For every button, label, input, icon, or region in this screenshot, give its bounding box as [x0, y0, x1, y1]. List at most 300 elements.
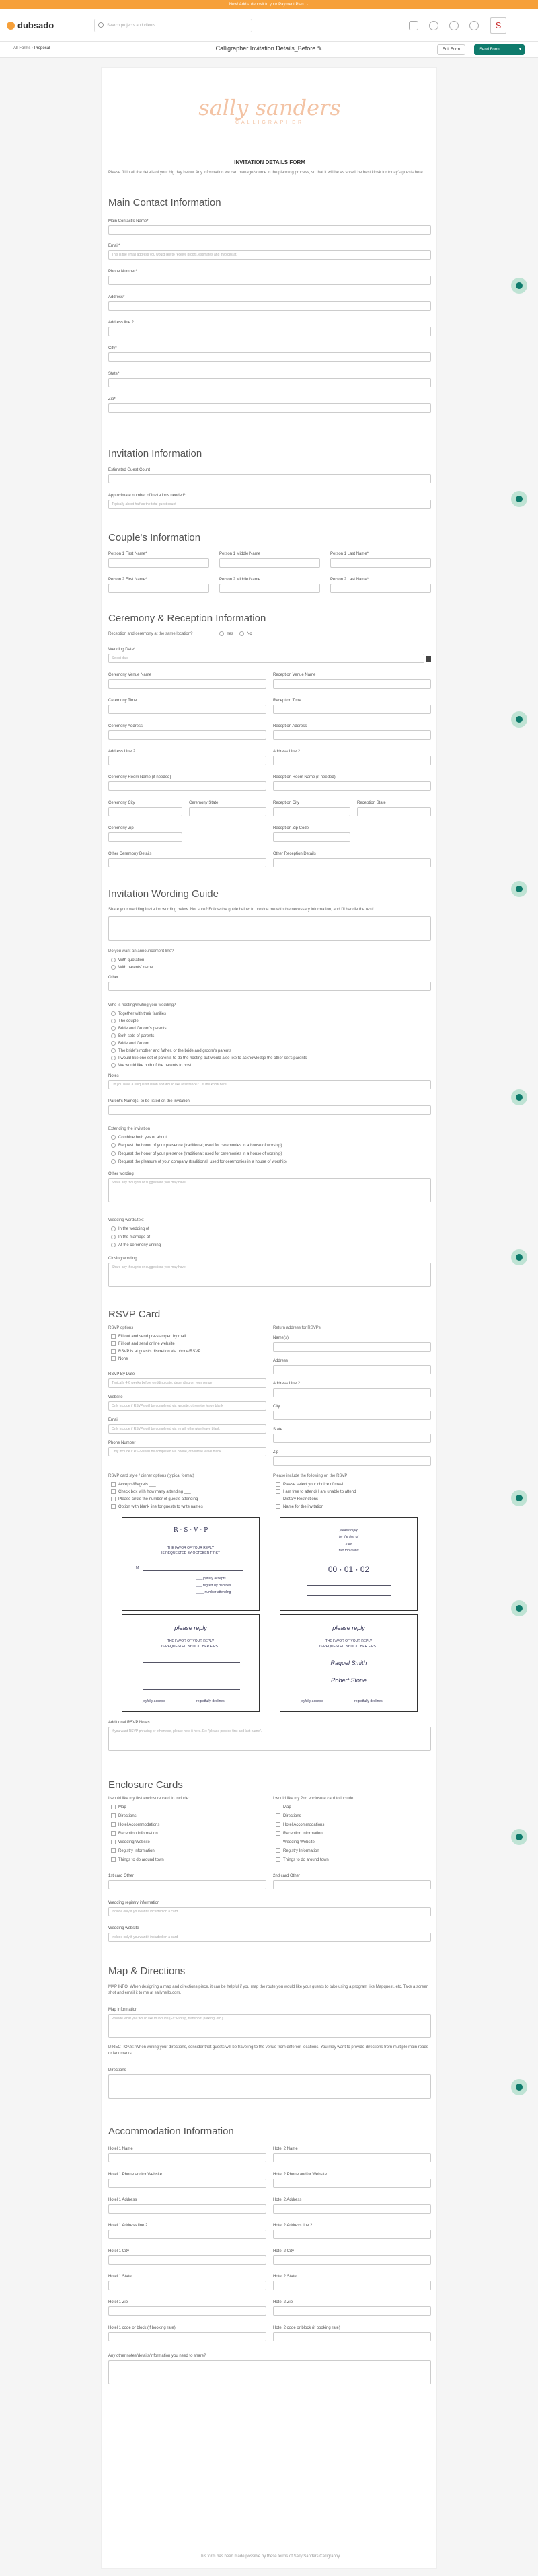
card-line: ___ joyfully accepts	[196, 1577, 226, 1581]
text-input[interactable]	[108, 2179, 266, 2188]
text-input[interactable]: Only include if RSVPs will be completed via email, otherwise leave blank	[108, 1424, 266, 1434]
text-input[interactable]	[108, 807, 182, 816]
hotel1-zip-field[interactable]	[108, 2300, 266, 2316]
same-location-yes[interactable]	[219, 631, 233, 636]
text-input[interactable]	[189, 807, 266, 816]
radio-icon[interactable]	[111, 1026, 116, 1031]
option-item[interactable]	[276, 1805, 291, 1809]
other-wording-field[interactable]	[108, 1172, 431, 1202]
option-item[interactable]	[111, 1026, 167, 1031]
zip-field[interactable]	[108, 397, 431, 413]
dubsado-logo[interactable]	[7, 20, 54, 30]
option-item[interactable]	[276, 1489, 356, 1494]
reception-city-field[interactable]	[273, 801, 350, 816]
option-label: The bride's mother and father, or the bride and groom's parents	[118, 1048, 232, 1053]
textarea-input[interactable]: If you want RSVP phrasing or otherwise, please note it here. Ex: "please provide first and last name".	[108, 1727, 431, 1751]
return-address2-field[interactable]	[273, 1382, 431, 1397]
checkbox-icon[interactable]	[276, 1857, 280, 1862]
text-input[interactable]	[273, 705, 431, 714]
checkbox-icon[interactable]	[111, 1349, 116, 1354]
option-item[interactable]	[111, 1011, 166, 1016]
phone-field[interactable]	[108, 270, 431, 285]
add-comment-button[interactable]	[511, 1829, 527, 1845]
logo-text: dubsado	[17, 20, 54, 30]
person2-last-field[interactable]	[330, 578, 431, 593]
field-label: Website	[108, 1395, 123, 1399]
rsvp-website-field[interactable]	[108, 1395, 266, 1411]
text-input[interactable]	[108, 2230, 266, 2239]
option-item[interactable]	[111, 1235, 150, 1239]
text-input[interactable]	[273, 2306, 431, 2316]
hotel2-state-field[interactable]	[273, 2275, 431, 2290]
ceremony-room-field[interactable]	[108, 775, 266, 791]
option-item[interactable]	[111, 1831, 158, 1836]
email-input[interactable]: This is the email address you would like to receive proofs, estimates and invoices at.	[108, 250, 431, 260]
text-input[interactable]	[273, 2255, 431, 2265]
field-label: Hotel 2 Name	[273, 2147, 298, 2151]
checkbox-icon[interactable]	[111, 1482, 116, 1487]
option-item[interactable]	[111, 1504, 203, 1509]
return-city-field[interactable]	[273, 1405, 431, 1420]
field-label: Parent's Name(s) to be listed on the invitation	[108, 1099, 190, 1103]
text-input[interactable]	[273, 2153, 431, 2162]
field-label: 1st card Other	[108, 1874, 134, 1878]
top-navigation	[0, 9, 538, 42]
checkbox-icon[interactable]	[276, 1504, 280, 1509]
radio-icon[interactable]	[111, 1151, 116, 1156]
checkbox-icon[interactable]	[276, 1848, 280, 1853]
hotel2-block-field[interactable]	[273, 2326, 431, 2341]
closing-wording-field[interactable]	[108, 1257, 431, 1287]
option-item[interactable]	[111, 1489, 191, 1494]
city-field[interactable]	[108, 346, 431, 362]
rsvp-sample-card-2	[280, 1517, 418, 1611]
field-label: Person 1 Middle Name	[219, 552, 261, 556]
text-input[interactable]	[273, 2204, 431, 2214]
notes-field[interactable]	[108, 1074, 431, 1089]
text-input[interactable]	[330, 558, 431, 568]
radio-icon[interactable]	[111, 958, 116, 962]
text-input[interactable]	[273, 2281, 431, 2290]
radio-icon[interactable]	[111, 1143, 116, 1148]
text-input[interactable]	[108, 378, 431, 387]
text-input[interactable]	[219, 558, 320, 568]
field-label: State*	[108, 372, 120, 376]
hotel1-city-field[interactable]	[108, 2249, 266, 2265]
reception-venue-field[interactable]	[273, 673, 431, 689]
return-name-field[interactable]	[273, 1336, 431, 1352]
text-input[interactable]	[108, 832, 182, 842]
text-input[interactable]	[108, 584, 209, 593]
field-label: Phone Number	[108, 1441, 136, 1445]
same-location-no[interactable]	[239, 631, 252, 636]
field-label: Wedding registry information	[108, 1901, 160, 1905]
text-input[interactable]	[273, 2179, 431, 2188]
announcement-other-field[interactable]	[108, 976, 431, 991]
text-input[interactable]	[108, 730, 266, 740]
bell-icon[interactable]	[429, 21, 438, 30]
option-item[interactable]	[276, 1482, 343, 1487]
add-comment-button[interactable]	[511, 711, 527, 728]
parent-names-field[interactable]	[108, 1099, 431, 1115]
reception-address2-field[interactable]	[273, 750, 431, 765]
text-input[interactable]	[273, 756, 431, 765]
checkbox-icon[interactable]	[276, 1840, 280, 1844]
hotel2-phone-field[interactable]	[273, 2173, 431, 2188]
announcement-banner[interactable]: New! Add a deposit to your Payment Plan →	[0, 0, 538, 9]
add-comment-button[interactable]	[511, 881, 527, 897]
radio-icon[interactable]	[111, 1011, 116, 1016]
option-item[interactable]	[111, 1857, 164, 1862]
rsvp-sample-card-1	[122, 1517, 260, 1611]
checkbox-icon[interactable]	[276, 1813, 280, 1818]
option-item[interactable]	[111, 1341, 175, 1346]
hotel1-address-field[interactable]	[108, 2198, 266, 2214]
option-label: Fill out and send online website	[118, 1341, 175, 1346]
text-input[interactable]	[108, 2153, 266, 2162]
textarea-input[interactable]: Share any thoughts or suggestions you may have.	[108, 1178, 431, 1202]
card-line: regretfully declines	[196, 1699, 225, 1703]
enclosure1-other-field[interactable]	[108, 1874, 266, 1889]
text-input[interactable]	[273, 1411, 431, 1420]
text-input[interactable]	[273, 679, 431, 689]
checkbox-icon[interactable]	[111, 1356, 116, 1361]
option-item[interactable]	[111, 1226, 149, 1231]
option-item[interactable]	[111, 1151, 282, 1156]
enclosure2-other-field[interactable]	[273, 1874, 431, 1889]
person1-middle-field[interactable]	[219, 552, 320, 568]
card-line: joyfully accepts	[301, 1699, 323, 1703]
state-field[interactable]	[108, 372, 431, 387]
field-label: Reception Address	[273, 724, 307, 728]
radio-icon[interactable]	[111, 1135, 116, 1140]
checkbox-icon[interactable]	[111, 1489, 116, 1494]
date-input[interactable]: Select date	[108, 654, 424, 663]
search-input[interactable]: Search projects and clients	[94, 19, 252, 32]
ceremony-state-field[interactable]	[189, 801, 266, 816]
checkbox-icon[interactable]	[276, 1482, 280, 1487]
text-input[interactable]	[108, 756, 266, 765]
add-comment-button[interactable]	[511, 2079, 527, 2095]
option-item[interactable]	[111, 1159, 287, 1164]
text-input[interactable]	[108, 474, 431, 483]
announcement-option[interactable]	[111, 965, 153, 970]
text-input[interactable]	[108, 781, 266, 791]
option-item[interactable]	[111, 1356, 128, 1361]
return-state-field[interactable]	[273, 1428, 431, 1443]
rsvp-by-field[interactable]	[108, 1372, 266, 1388]
field-label: Address	[273, 1359, 289, 1363]
option-item[interactable]	[276, 1822, 324, 1827]
option-item[interactable]	[111, 1848, 155, 1853]
text-input[interactable]	[273, 1388, 431, 1397]
text-input[interactable]	[273, 730, 431, 740]
option-item[interactable]	[111, 1243, 161, 1247]
option-item[interactable]	[111, 1056, 307, 1060]
radio-icon[interactable]	[111, 1048, 116, 1053]
ceremony-address2-field[interactable]	[108, 750, 266, 765]
text-input[interactable]	[108, 1105, 431, 1115]
option-item[interactable]	[111, 1334, 186, 1339]
checkbox-icon[interactable]	[111, 1831, 116, 1836]
email-field[interactable]	[108, 244, 431, 260]
other-notes-field[interactable]	[108, 2354, 431, 2384]
hotel2-zip-field[interactable]	[273, 2300, 431, 2316]
registry-info-field[interactable]	[108, 1901, 431, 1916]
text-input[interactable]	[273, 832, 350, 842]
text-input[interactable]	[108, 403, 431, 413]
text-input[interactable]	[273, 1365, 431, 1374]
text-input[interactable]: Typically about half as the total guest count	[108, 500, 431, 509]
text-input[interactable]	[219, 584, 320, 593]
rsvp-phone-field[interactable]	[108, 1441, 266, 1456]
hotel2-name-field[interactable]	[273, 2147, 431, 2162]
contact-name-field[interactable]	[108, 219, 431, 235]
text-input[interactable]	[273, 1434, 431, 1443]
hotel1-phone-field[interactable]	[108, 2173, 266, 2188]
checkbox-icon[interactable]	[111, 1822, 116, 1827]
option-item[interactable]	[111, 1805, 126, 1809]
radio-icon[interactable]	[111, 1041, 116, 1046]
add-comment-button[interactable]	[511, 491, 527, 507]
reception-time-field[interactable]	[273, 699, 431, 714]
gear-icon[interactable]	[449, 21, 459, 30]
checkbox-icon[interactable]	[111, 1840, 116, 1844]
textarea-input[interactable]	[108, 2360, 431, 2384]
wedding-website-field[interactable]	[108, 1926, 431, 1942]
radio-icon[interactable]	[111, 1033, 116, 1038]
field-label: Address Line 2	[273, 750, 301, 754]
checkbox-icon[interactable]	[111, 1497, 116, 1501]
directions-field[interactable]	[108, 2068, 431, 2099]
field-label: Other Ceremony Details	[108, 852, 152, 856]
add-comment-button[interactable]	[511, 1490, 527, 1506]
text-input[interactable]: Typically 4-6 weeks before wedding date, depending on your venue	[108, 1378, 266, 1388]
text-input[interactable]	[273, 2230, 431, 2239]
ceremony-zip-field[interactable]	[108, 826, 182, 842]
hotel2-city-field[interactable]	[273, 2249, 431, 2265]
text-input[interactable]	[108, 982, 431, 991]
option-item[interactable]	[111, 1822, 159, 1827]
ceremony-address-field[interactable]	[108, 724, 266, 740]
radio-icon[interactable]	[111, 965, 116, 970]
field-label: Estimated Guest Count	[108, 468, 151, 472]
field-label: Wedding Date*	[108, 648, 136, 652]
field-label: Hotel 1 code or block (if booking rate)	[108, 2326, 176, 2330]
document-title[interactable]: Calligrapher Invitation Details_Before	[215, 45, 316, 52]
field-label: Other	[108, 976, 119, 980]
person1-first-field[interactable]	[108, 552, 209, 568]
text-input[interactable]	[108, 2332, 266, 2341]
rsvp-notes-field[interactable]	[108, 1721, 431, 1751]
text-input[interactable]	[108, 327, 431, 336]
reception-zip-field[interactable]	[273, 826, 350, 842]
text-input[interactable]	[108, 301, 431, 311]
add-comment-button[interactable]	[511, 1600, 527, 1616]
option-item[interactable]	[111, 1482, 156, 1487]
person2-middle-field[interactable]	[219, 578, 320, 593]
send-form-button[interactable]	[474, 44, 525, 55]
option-item[interactable]	[111, 1063, 191, 1068]
option-item[interactable]	[111, 1349, 200, 1354]
text-input[interactable]	[108, 558, 209, 568]
avatar[interactable]: S	[490, 17, 506, 34]
option-item[interactable]	[276, 1840, 315, 1844]
invitations-needed-field[interactable]	[108, 494, 431, 509]
checkbox-icon[interactable]	[111, 1341, 116, 1346]
text-input[interactable]	[108, 225, 431, 235]
mail-icon[interactable]	[409, 21, 418, 30]
option-label: Name for the invitation	[283, 1504, 324, 1509]
radio-icon[interactable]	[111, 1235, 116, 1239]
field-label: Hotel 2 State	[273, 2275, 297, 2279]
radio-icon[interactable]	[111, 1226, 116, 1231]
option-label: Reception Information	[118, 1831, 158, 1836]
text-input[interactable]	[108, 352, 431, 362]
edit-form-button[interactable]: Edit Form	[437, 44, 465, 55]
option-item[interactable]	[276, 1857, 329, 1862]
map-info-field[interactable]	[108, 2008, 431, 2038]
add-comment-button[interactable]	[511, 1249, 527, 1265]
option-label: None	[118, 1356, 128, 1361]
checkbox-icon[interactable]	[111, 1805, 116, 1809]
ceremony-city-field[interactable]	[108, 801, 182, 816]
guest-count-field[interactable]	[108, 468, 431, 483]
text-input[interactable]	[108, 2204, 266, 2214]
checkbox-icon[interactable]	[111, 1504, 116, 1509]
text-input[interactable]	[273, 2332, 431, 2341]
address2-field[interactable]	[108, 321, 431, 336]
option-item[interactable]	[111, 1840, 150, 1844]
ceremony-time-field[interactable]	[108, 699, 266, 714]
field-label: Hotel 1 Name	[108, 2147, 133, 2151]
reception-room-field[interactable]	[273, 775, 431, 791]
radio-icon[interactable]	[239, 631, 244, 636]
radio-icon[interactable]	[111, 1056, 116, 1060]
form-intro: Please fill in all the details of your big day below. Any information we can manage/source in the planning process, so that it will be as so will be best kiosk for today's guests here.	[108, 171, 424, 175]
textarea-input[interactable]: Provide what you would like to include (Ex: Pickup, transport, parking, etc.)	[108, 2014, 431, 2038]
option-item[interactable]	[276, 1831, 323, 1836]
text-input[interactable]: Include only if you want it included on a card	[108, 1933, 431, 1942]
text-input[interactable]	[108, 1880, 266, 1889]
hotel1-block-field[interactable]	[108, 2326, 266, 2341]
textarea-input[interactable]	[108, 2074, 431, 2099]
help-icon[interactable]	[469, 21, 479, 30]
option-item[interactable]	[111, 1048, 231, 1053]
checkbox-icon[interactable]	[111, 1813, 116, 1818]
ceremony-other-field[interactable]	[108, 852, 266, 867]
option-item[interactable]	[111, 1019, 139, 1023]
ceremony-venue-field[interactable]	[108, 673, 266, 689]
option-item[interactable]	[111, 1041, 149, 1046]
calendar-icon[interactable]	[426, 656, 431, 662]
option-item[interactable]	[111, 1813, 137, 1818]
breadcrumb-all-forms[interactable]: All Forms	[13, 46, 31, 50]
option-label: Fill out and send pre-stamped by mail	[118, 1334, 186, 1339]
card-date: 00 · 01 · 02	[328, 1565, 370, 1574]
option-item[interactable]	[111, 1143, 282, 1148]
checkbox-icon[interactable]	[111, 1857, 116, 1862]
option-item[interactable]	[111, 1033, 154, 1038]
hotel2-address2-field[interactable]	[273, 2224, 431, 2239]
hotel2-address-field[interactable]	[273, 2198, 431, 2214]
checkbox-icon[interactable]	[276, 1489, 280, 1494]
text-input[interactable]	[108, 705, 266, 714]
chevron-down-icon[interactable]: ▾	[518, 48, 521, 52]
text-input[interactable]	[108, 2281, 266, 2290]
checkbox-icon[interactable]	[111, 1334, 116, 1339]
field-label: Reception Venue Name	[273, 673, 316, 677]
text-input[interactable]	[273, 781, 431, 791]
option-item[interactable]	[111, 1497, 198, 1501]
option-item[interactable]	[276, 1497, 328, 1501]
text-input[interactable]	[273, 858, 431, 867]
checkbox-icon[interactable]	[276, 1822, 280, 1827]
return-zip-field[interactable]	[273, 1450, 431, 1466]
add-comment-button[interactable]	[511, 1089, 527, 1105]
text-input[interactable]: Do you have a unique situation and would like assistance? Let me know here	[108, 1080, 431, 1089]
wording-textarea[interactable]	[108, 916, 431, 941]
enclosure2-question: I would like my 2nd enclosure card to include:	[273, 1797, 355, 1801]
hotel1-name-field[interactable]	[108, 2147, 266, 2162]
rsvp-email-field[interactable]	[108, 1418, 266, 1434]
radio-icon[interactable]	[111, 1063, 116, 1068]
text-input[interactable]	[273, 1456, 431, 1466]
text-input[interactable]	[108, 679, 266, 689]
reception-address-field[interactable]	[273, 724, 431, 740]
checkbox-icon[interactable]	[276, 1805, 280, 1809]
return-address-field[interactable]	[273, 1359, 431, 1374]
text-input[interactable]: Only include if RSVPs will be completed via website, otherwise leave blank	[108, 1401, 266, 1411]
announcement-option[interactable]	[111, 958, 144, 962]
radio-icon[interactable]	[111, 1019, 116, 1023]
hotel1-address2-field[interactable]	[108, 2224, 266, 2239]
address-field[interactable]	[108, 295, 431, 311]
option-item[interactable]	[111, 1135, 167, 1140]
hotel1-state-field[interactable]	[108, 2275, 266, 2290]
person1-last-field[interactable]	[330, 552, 431, 568]
radio-icon[interactable]	[219, 631, 224, 636]
text-input[interactable]	[108, 858, 266, 867]
pencil-icon[interactable]: ✎	[317, 45, 323, 52]
section-invitation: Invitation Information	[108, 448, 202, 459]
radio-icon[interactable]	[111, 1159, 116, 1164]
text-input[interactable]	[108, 2306, 266, 2316]
text-input[interactable]: Only include if RSVPs will be completed via phone, otherwise leave blank	[108, 1447, 266, 1456]
checkbox-icon[interactable]	[111, 1848, 116, 1853]
text-input[interactable]	[273, 1342, 431, 1352]
wedding-date-field[interactable]	[108, 648, 424, 663]
text-input[interactable]	[108, 276, 431, 285]
reception-other-field[interactable]	[273, 852, 431, 867]
option-item[interactable]	[276, 1504, 323, 1509]
text-input[interactable]	[357, 807, 431, 816]
textarea-input[interactable]: Share any thoughts or suggestions you may have.	[108, 1263, 431, 1287]
text-input[interactable]	[330, 584, 431, 593]
text-input[interactable]	[273, 807, 350, 816]
option-item[interactable]	[276, 1813, 301, 1818]
text-input[interactable]: Include only if you want it included on a card	[108, 1907, 431, 1916]
person2-first-field[interactable]	[108, 578, 209, 593]
checkbox-icon[interactable]	[276, 1497, 280, 1501]
radio-icon[interactable]	[111, 1243, 116, 1247]
text-input[interactable]	[273, 1880, 431, 1889]
add-comment-button[interactable]	[511, 278, 527, 294]
reception-state-field[interactable]	[357, 801, 431, 816]
option-item[interactable]	[276, 1848, 319, 1853]
text-input[interactable]	[108, 2255, 266, 2265]
checkbox-icon[interactable]	[276, 1831, 280, 1836]
